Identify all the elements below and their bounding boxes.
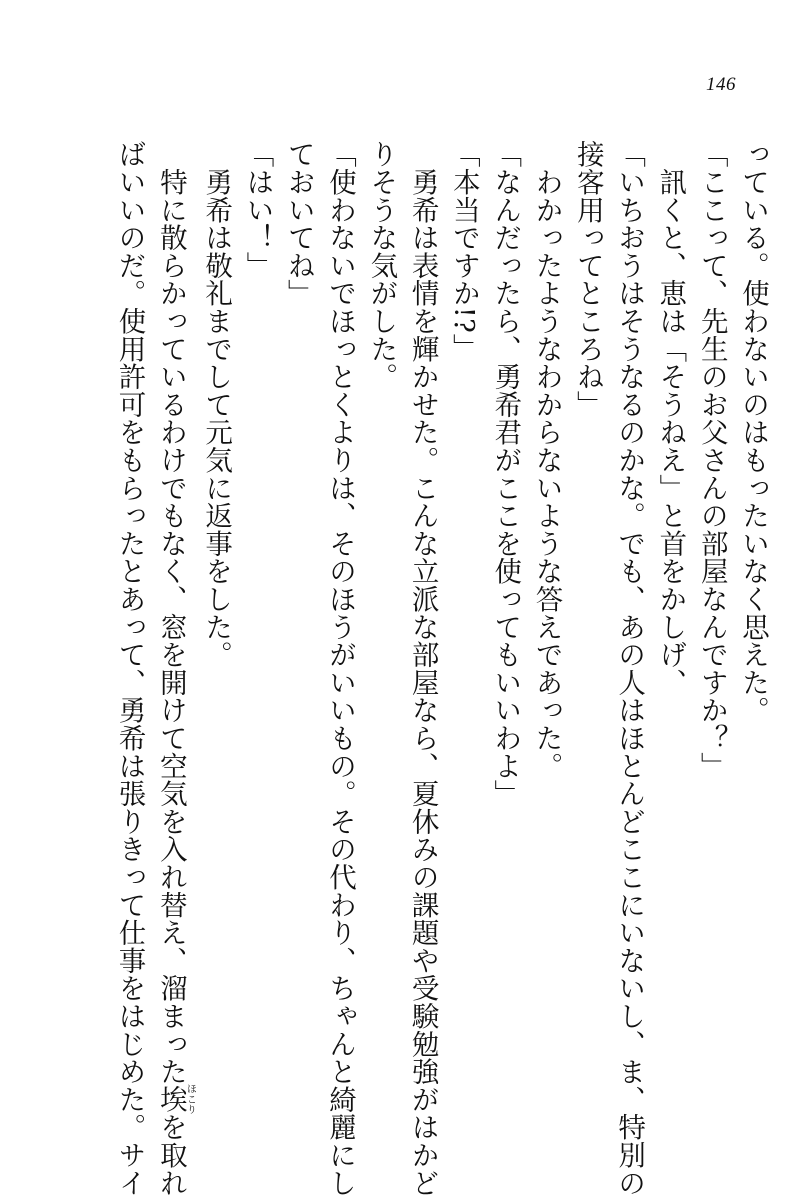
ruby-reading: ほこり [184,1083,196,1115]
text-line: 勇希は敬礼までして元気に返事をした。 [200,140,233,669]
text-line: 「ここって、先生のお父さんの部屋なんですか？」 [695,140,728,780]
ruby-base: 埃 [154,1083,187,1115]
text-line: ておいてね」 [282,140,315,307]
text-line-end: を取れ [154,1113,187,1197]
text-line: 「なんだったら、勇希君がここを使ってもいいわよ」 [489,140,522,808]
text-line-start: 特に散らかっているわけでもなく、窓を開けて空気を入れ替え、溜まった [154,140,187,1086]
novel-text-body [108,140,773,1197]
text-line: わかったようなわからないような答えであった。 [530,140,563,780]
text-line: りそうな気がした。 [365,140,398,391]
text-line: 「はい！」 [241,140,274,279]
ruby-word [154,1083,196,1115]
page-number: 146 [706,74,736,95]
text-line: 勇希は表情を輝かせた。こんな立派な部屋なら、夏休みの課題や受験勉強がはかど [406,140,439,1197]
text-line: 「使わないでほっとくよりは、そのほうがいいもの。その代わり、ちゃんと綺麗にし [324,140,357,1197]
text-line: っている。使わないのはもったいなく思えた。 [737,140,769,724]
text-line: 訊くと、恵は「そうねえ」と首をかしげ、 [654,140,687,696]
text-line: 「本当ですか!?」 [447,140,480,361]
text-line: 「いちおうはそうなるのかな。でも、あの人はほとんどここにいないし、ま、特別の [613,140,646,1197]
text-line: ばいいのだ。使用許可をもらったとあって、勇希は張りきって仕事をはじめた。サイ [113,140,146,1197]
text-line: 接客用ってところね」 [571,140,604,418]
text-line-with-ruby [150,140,196,1197]
